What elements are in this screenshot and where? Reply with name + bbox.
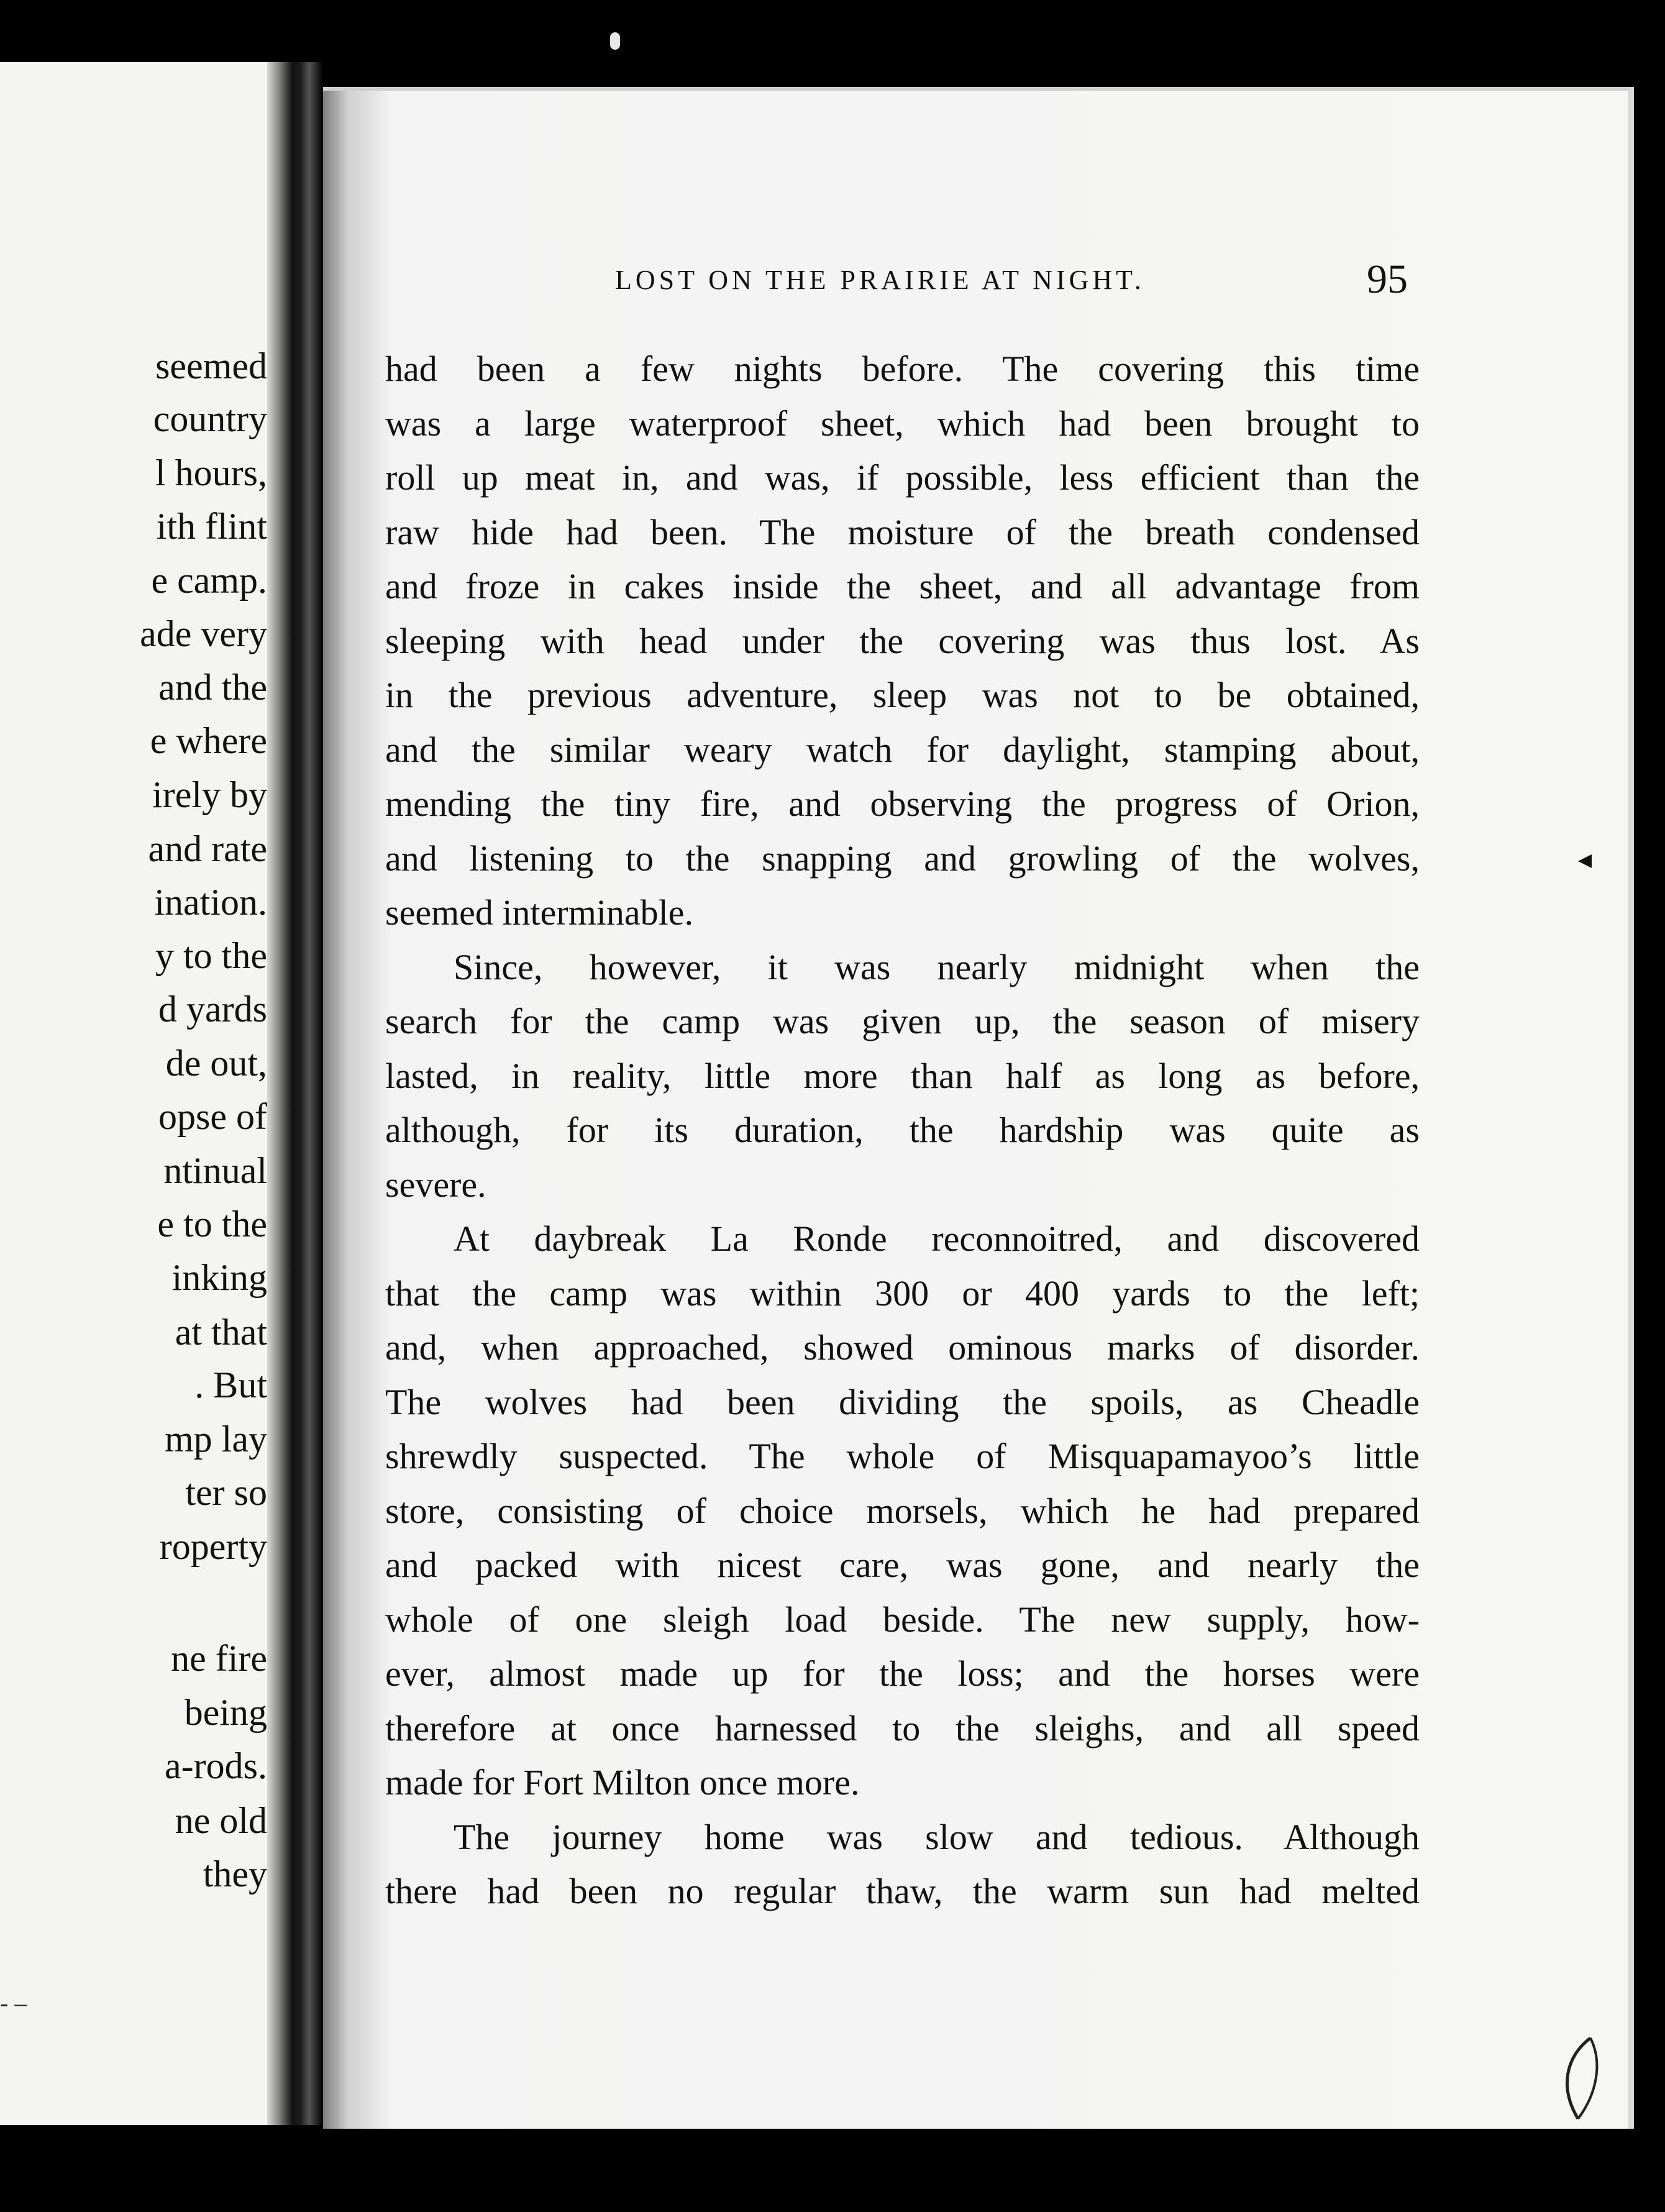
left-line: and the xyxy=(158,667,267,708)
left-line: ntinual xyxy=(163,1150,267,1191)
text-line: raw hide had been. The moisture of the breath condensed xyxy=(385,511,1420,552)
text-line: and the similar weary watch for daylight, stamping about, xyxy=(385,729,1420,770)
left-line: e to the xyxy=(157,1204,267,1245)
text-line: there had been no regular thaw, the warm sun had melted xyxy=(385,1871,1420,1911)
text-line: roll up meat in, and was, if possible, less efficient than the xyxy=(385,457,1420,498)
left-line: ith flint xyxy=(156,506,267,547)
text-line: was a large waterproof sheet, which had been brought to xyxy=(385,403,1420,444)
text-line: and froze in cakes inside the sheet, and all advantage from xyxy=(385,566,1420,606)
left-line: they xyxy=(203,1853,267,1894)
left-line: inking xyxy=(171,1257,267,1298)
left-line: a-rods. xyxy=(165,1745,267,1786)
text-line: in the previous adventure, sleep was not to be obtained, xyxy=(385,675,1420,715)
text-line: had been a few nights before. The covering this time xyxy=(385,349,1420,389)
previous-page-fragment xyxy=(0,62,267,2125)
left-line: de out, xyxy=(165,1043,267,1084)
left-line: . But xyxy=(194,1364,267,1405)
left-line: being xyxy=(184,1692,267,1733)
left-line: ade very xyxy=(140,613,267,654)
text-line: shrewdly suspected. The whole of Misquapamayoo’s little xyxy=(385,1436,1420,1476)
left-line: irely by xyxy=(152,774,267,815)
left-line: e where xyxy=(150,720,267,761)
text-line: therefore at once harnessed to the sleighs, and all speed xyxy=(385,1707,1420,1748)
text-line: sleeping with head under the covering was thus lost. As xyxy=(385,620,1420,661)
left-line: ter so xyxy=(185,1472,267,1513)
left-line: d yards xyxy=(158,989,267,1030)
left-line: opse of xyxy=(158,1096,267,1137)
text-line: mending the tiny fire, and observing the progress of Orion, xyxy=(385,784,1420,824)
left-line: ne fire xyxy=(171,1638,267,1679)
left-page-mark: - – xyxy=(0,1989,27,2017)
text-line: store, consisting of choice morsels, which he had prepared xyxy=(385,1490,1420,1531)
body-text xyxy=(385,342,1420,1919)
left-line: l hours, xyxy=(155,452,267,493)
left-line: at that xyxy=(175,1312,267,1353)
text-line: severe. xyxy=(385,1164,486,1205)
book-gutter xyxy=(267,62,323,2125)
text-line: and packed with nicest care, was gone, and nearly the xyxy=(385,1545,1420,1585)
running-head: LOST ON THE PRAIRIE AT NIGHT. xyxy=(615,265,1145,295)
left-line: and rate xyxy=(148,828,267,869)
text-line: ever, almost made up for the loss; and the horses were xyxy=(385,1653,1420,1694)
text-line: and, when approached, showed ominous marks of disorder. xyxy=(385,1327,1420,1368)
text-line: seemed interminable. xyxy=(385,892,694,933)
page-number: 95 xyxy=(1367,257,1408,302)
text-line: that the camp was within 300 or 400 yards to the left; xyxy=(385,1273,1420,1314)
text-line: made for Fort Milton once more. xyxy=(385,1762,860,1803)
left-line: mp lay xyxy=(165,1419,267,1460)
text-line: The journey home was slow and tedious. Although xyxy=(454,1816,1420,1857)
margin-mark xyxy=(1578,854,1592,868)
text-line: At daybreak La Ronde reconnoitred, and discovered xyxy=(454,1218,1420,1259)
left-line: ne old xyxy=(175,1800,267,1841)
page-corner-curl xyxy=(1553,2032,1622,2125)
text-line: although, for its duration, the hardship was quite as xyxy=(385,1110,1420,1150)
left-line: e camp. xyxy=(151,560,267,601)
scan-speck xyxy=(610,32,620,50)
text-line: and listening to the snapping and growling of the wolves, xyxy=(385,838,1420,879)
left-line: country xyxy=(153,398,267,439)
left-line: y to the xyxy=(155,935,267,976)
text-line: The wolves had been dividing the spoils, as Cheadle xyxy=(385,1381,1420,1422)
left-line: roperty xyxy=(159,1526,267,1567)
text-line: lasted, in reality, little more than half as long as before, xyxy=(385,1055,1420,1096)
text-line: whole of one sleigh load beside. The new supply, how- xyxy=(385,1599,1420,1640)
text-line: Since, however, it was nearly midnight when the xyxy=(454,946,1420,987)
left-line: seemed xyxy=(155,345,267,386)
left-line: ination. xyxy=(154,882,267,923)
text-line: search for the camp was given up, the season of misery xyxy=(385,1001,1420,1041)
